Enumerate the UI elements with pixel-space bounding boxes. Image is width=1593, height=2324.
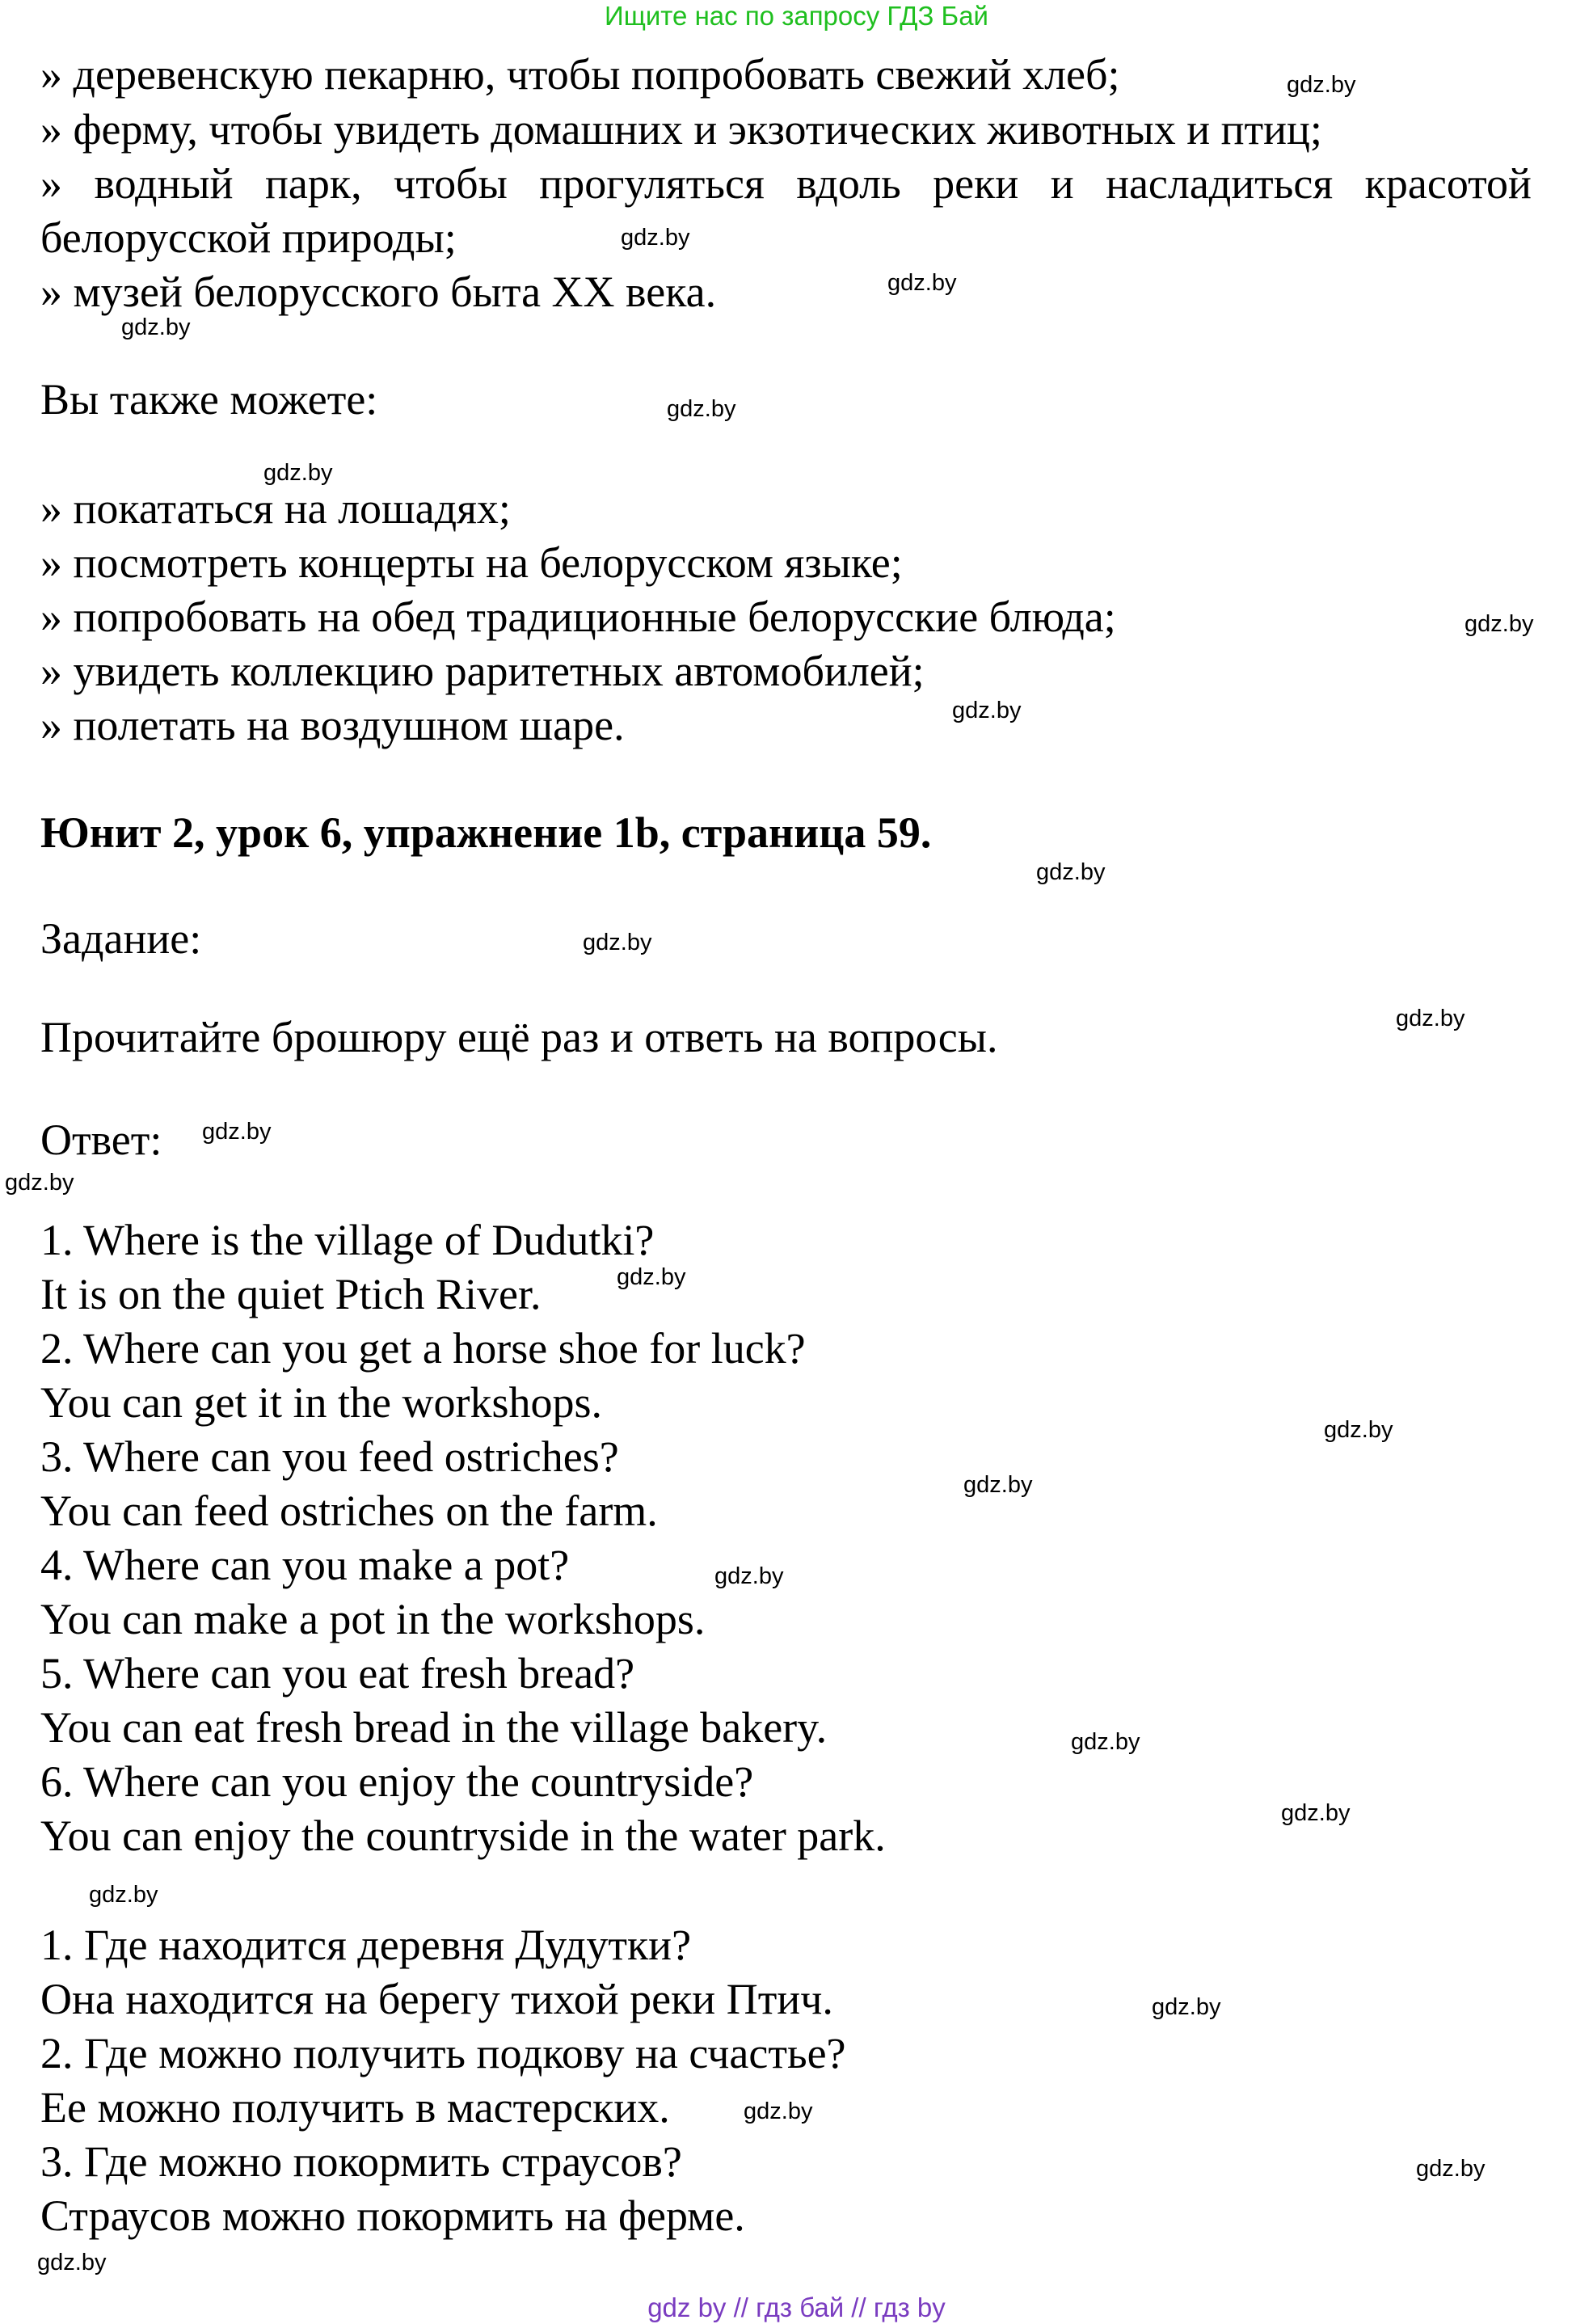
answer: You can make a pot in the workshops. (40, 1595, 706, 1643)
watermark: gdz.by (1152, 1994, 1221, 2020)
word: парк, (265, 159, 362, 208)
watermark: gdz.by (963, 1472, 1033, 1498)
word: насладиться (1106, 159, 1334, 208)
list-item: » посмотреть концерты на белорусском языке; (40, 538, 903, 587)
list-item (40, 158, 1532, 209)
watermark: gdz.by (89, 1882, 158, 1908)
section-heading: Юнит 2, урок 6, упражнение 1b, страница 59. (40, 808, 932, 857)
list-item: » увидеть коллекцию раритетных автомобилей; (40, 647, 925, 695)
watermark: gdz.by (1071, 1729, 1140, 1755)
word: прогуляться (539, 159, 765, 208)
word: водный (94, 159, 234, 208)
answer-label: Ответ: (40, 1116, 162, 1164)
watermark: gdz.by (121, 314, 191, 340)
watermark: gdz.by (1281, 1800, 1351, 1826)
question: 5. Where can you eat fresh bread? (40, 1649, 635, 1698)
question: 3. Where can you feed ostriches? (40, 1432, 619, 1481)
answer: Она находится на берегу тихой реки Птич. (40, 1975, 833, 2023)
watermark: gdz.by (887, 270, 957, 296)
list-item: » попробовать на обед традиционные белорусские блюда; (40, 593, 1116, 641)
also-label: Вы также можете: (40, 375, 378, 424)
watermark: gdz.by (1416, 2156, 1486, 2182)
answer: Страусов можно покормить на ферме. (40, 2191, 745, 2240)
footer-links[interactable]: gdz by // гдз бай // гдз by (647, 2292, 946, 2322)
answer: You can get it in the workshops. (40, 1378, 602, 1427)
word: вдоль (796, 159, 901, 208)
watermark: gdz.by (1287, 72, 1356, 98)
watermark: gdz.by (1396, 1006, 1465, 1031)
watermark: gdz.by (202, 1119, 272, 1145)
watermark: gdz.by (37, 2250, 107, 2275)
watermark: gdz.by (1464, 611, 1534, 637)
watermark: gdz.by (952, 698, 1022, 723)
watermark: gdz.by (1036, 859, 1106, 885)
watermark: gdz.by (617, 1264, 686, 1290)
answer: You can eat fresh bread in the village bakery. (40, 1703, 828, 1752)
watermark: gdz.by (263, 460, 333, 486)
word: красотой (1364, 159, 1532, 208)
question: 3. Где можно покормить страусов? (40, 2137, 682, 2186)
watermark: gdz.by (744, 2098, 813, 2124)
question: 6. Where can you enjoy the countryside? (40, 1757, 754, 1806)
watermark: gdz.by (667, 396, 736, 422)
list-item: » покататься на лошадях; (40, 484, 511, 533)
word: » (40, 159, 62, 208)
question: 1. Где находится деревня Дудутки? (40, 1921, 692, 1969)
watermark: gdz.by (621, 225, 690, 251)
watermark: gdz.by (1324, 1417, 1393, 1443)
answer: You can feed ostriches on the farm. (40, 1487, 658, 1535)
list-item: » ферму, чтобы увидеть домашних и экзотических животных и птиц; (40, 105, 1322, 154)
word: реки (933, 159, 1019, 208)
answer: It is on the quiet Ptich River. (40, 1270, 542, 1318)
question: 2. Where can you get a horse shoe for luck? (40, 1324, 806, 1373)
question: 4. Where can you make a pot? (40, 1541, 570, 1589)
word: чтобы (394, 159, 508, 208)
list-item: » музей белорусского быта XX века. (40, 268, 717, 316)
answer: You can enjoy the countryside in the water park. (40, 1812, 886, 1860)
list-item: белорусской природы; (40, 213, 457, 262)
list-item: » деревенскую пекарню, чтобы попробовать свежий хлеб; (40, 50, 1120, 99)
word: и (1050, 159, 1074, 208)
task-label: Задание: (40, 914, 202, 963)
question: 2. Где можно получить подкову на счастье? (40, 2029, 846, 2077)
watermark: gdz.by (5, 1170, 74, 1196)
watermark: gdz.by (714, 1563, 784, 1589)
task-text: Прочитайте брошюру ещё раз и ответь на вопросы. (40, 1013, 998, 1061)
watermark: gdz.by (583, 930, 652, 955)
answer: Ее можно получить в мастерских. (40, 2083, 670, 2132)
header-banner[interactable]: Ищите нас по запросу ГДЗ Бай (605, 1, 988, 31)
question: 1. Where is the village of Dudutki? (40, 1216, 655, 1264)
list-item: » полетать на воздушном шаре. (40, 701, 625, 749)
